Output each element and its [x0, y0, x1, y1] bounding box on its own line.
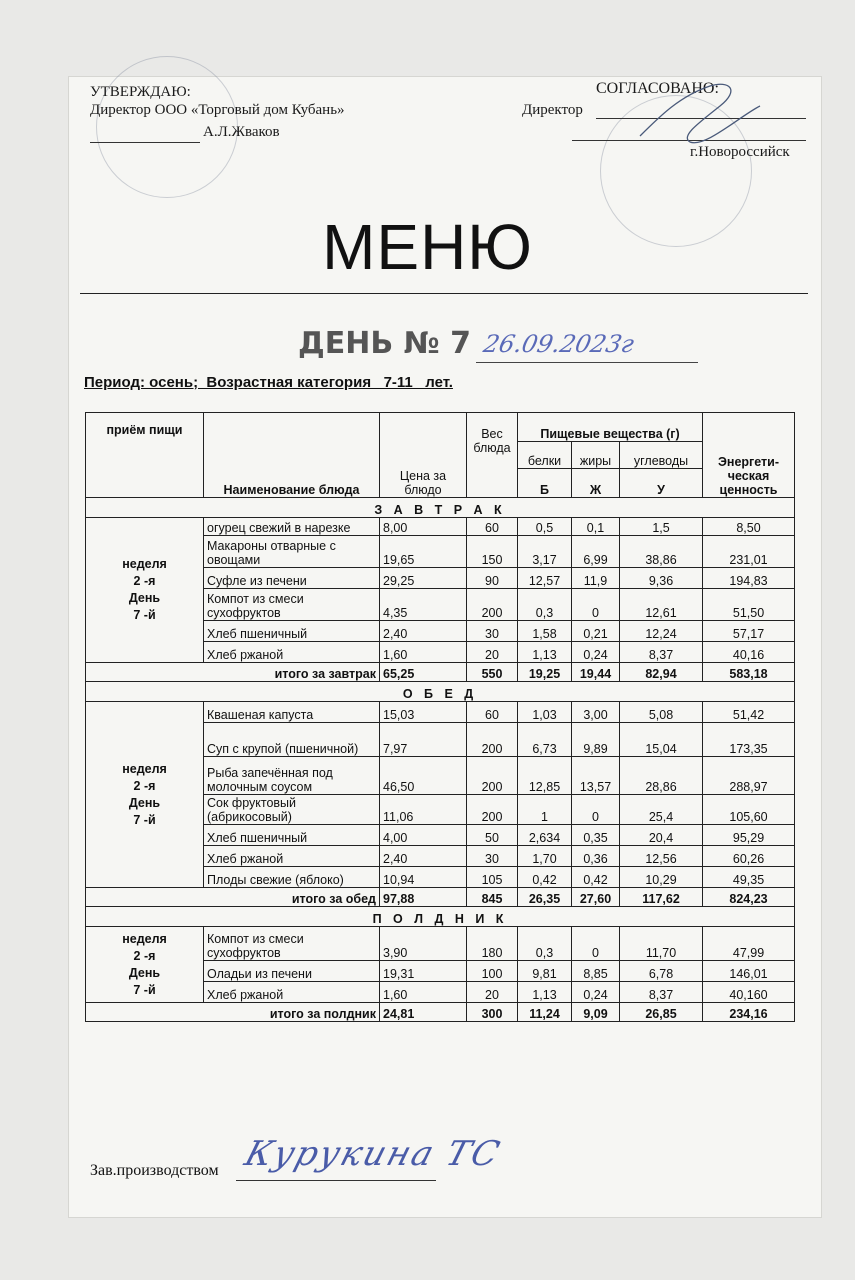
- price-cell: 7,97: [380, 723, 467, 757]
- weight-cell: 200: [467, 795, 518, 825]
- energy-cell: 173,35: [703, 723, 795, 757]
- total-energy: 234,16: [703, 1003, 795, 1022]
- meal-group-day: День: [128, 591, 161, 605]
- fat-cell: 11,9: [572, 568, 620, 589]
- protein-cell: 1,70: [518, 846, 572, 867]
- energy-cell: 51,42: [703, 702, 795, 723]
- weight-cell: 60: [467, 702, 518, 723]
- agreed-heading: СОГЛАСОВАНО:: [596, 80, 719, 97]
- total-protein: 26,35: [518, 888, 572, 907]
- fat-cell: 0,24: [572, 642, 620, 663]
- fat-cell: 6,99: [572, 536, 620, 568]
- energy-cell: 40,160: [703, 982, 795, 1003]
- weight-cell: 200: [467, 757, 518, 795]
- carbs-cell: 9,36: [620, 568, 703, 589]
- col-header-weight: Вес блюда: [467, 413, 518, 498]
- col-header-energy: Энергети-ческая ценность: [703, 413, 795, 498]
- page-title: МЕНЮ: [322, 211, 533, 283]
- table-header-row: [86, 413, 795, 442]
- price-cell: 15,03: [380, 702, 467, 723]
- meal-group-week-num: 2 -я: [133, 948, 156, 963]
- weight-cell: 100: [467, 961, 518, 982]
- dish-cell: огурец свежий в нарезке: [204, 518, 380, 536]
- footer-label: Зав.производством: [90, 1162, 219, 1179]
- carbs-cell: 11,70: [620, 927, 703, 961]
- approved-signature-line: [90, 142, 200, 143]
- total-fat: 27,60: [572, 888, 620, 907]
- handwritten-date: 26.09.2023г: [481, 330, 637, 358]
- meal-group-cell: [86, 518, 204, 663]
- carbs-cell: 12,24: [620, 621, 703, 642]
- protein-cell: 2,634: [518, 825, 572, 846]
- section-total-row: [86, 1003, 795, 1022]
- meal-group-week-num: 2 -я: [133, 778, 156, 793]
- total-weight: 300: [467, 1003, 518, 1022]
- price-cell: 46,50: [380, 757, 467, 795]
- energy-cell: 95,29: [703, 825, 795, 846]
- price-cell: 19,31: [380, 961, 467, 982]
- dish-cell: Хлеб пшеничный: [204, 621, 380, 642]
- total-carbs: 117,62: [620, 888, 703, 907]
- energy-cell: 288,97: [703, 757, 795, 795]
- carbs-cell: 38,86: [620, 536, 703, 568]
- weight-cell: 60: [467, 518, 518, 536]
- dish-cell: Суфле из печени: [204, 568, 380, 589]
- carbs-cell: 8,37: [620, 642, 703, 663]
- protein-cell: 12,57: [518, 568, 572, 589]
- carbs-cell: 12,61: [620, 589, 703, 621]
- price-cell: 1,60: [380, 982, 467, 1003]
- dish-cell: Макароны отварные с овощами: [204, 536, 380, 568]
- total-label: итого за завтрак: [86, 663, 380, 682]
- day-label: ДЕНЬ № 7: [298, 326, 472, 361]
- fat-cell: 13,57: [572, 757, 620, 795]
- total-label: итого за обед: [86, 888, 380, 907]
- protein-cell: 1,13: [518, 642, 572, 663]
- total-weight: 550: [467, 663, 518, 682]
- price-cell: 8,00: [380, 518, 467, 536]
- protein-cell: 0,3: [518, 927, 572, 961]
- energy-cell: 51,50: [703, 589, 795, 621]
- dish-cell: Рыба запечённая под молочным соусом: [204, 757, 380, 795]
- dish-cell: Хлеб пшеничный: [204, 825, 380, 846]
- energy-cell: 146,01: [703, 961, 795, 982]
- fat-cell: 3,00: [572, 702, 620, 723]
- price-cell: 29,25: [380, 568, 467, 589]
- table-row: [86, 702, 795, 723]
- menu-table: [85, 412, 795, 1022]
- price-cell: 11,06: [380, 795, 467, 825]
- total-carbs: 82,94: [620, 663, 703, 682]
- protein-cell: 12,85: [518, 757, 572, 795]
- weight-cell: 200: [467, 723, 518, 757]
- fat-cell: 0: [572, 589, 620, 621]
- section-title: О Б Е Д: [86, 682, 795, 702]
- section-title: П О Л Д Н И К: [86, 907, 795, 927]
- col-header-carbs: углеводы: [620, 442, 703, 469]
- approved-heading: УТВЕРЖДАЮ:: [90, 84, 191, 100]
- carbs-cell: 12,56: [620, 846, 703, 867]
- weight-cell: 200: [467, 589, 518, 621]
- title-rule: [80, 293, 808, 294]
- table-row: [86, 518, 795, 536]
- price-cell: 10,94: [380, 867, 467, 888]
- weight-cell: 105: [467, 867, 518, 888]
- protein-cell: 0,3: [518, 589, 572, 621]
- fat-cell: 0,35: [572, 825, 620, 846]
- section-header-row: [86, 907, 795, 927]
- meal-group-day: День: [128, 795, 161, 810]
- col-header-dish: Наименование блюда: [204, 413, 380, 498]
- dish-cell: Оладьи из печени: [204, 961, 380, 982]
- weight-cell: 90: [467, 568, 518, 589]
- date-underline: [476, 362, 698, 363]
- protein-cell: 1,13: [518, 982, 572, 1003]
- total-weight: 845: [467, 888, 518, 907]
- section-total-row: [86, 888, 795, 907]
- energy-cell: 8,50: [703, 518, 795, 536]
- dish-cell: Плоды свежие (яблоко): [204, 867, 380, 888]
- total-energy: 824,23: [703, 888, 795, 907]
- fat-cell: 0: [572, 927, 620, 961]
- carbs-cell: 5,08: [620, 702, 703, 723]
- fat-cell: 0,42: [572, 867, 620, 888]
- energy-cell: 57,17: [703, 621, 795, 642]
- fat-cell: 0,24: [572, 982, 620, 1003]
- protein-cell: 1,58: [518, 621, 572, 642]
- protein-cell: 1,03: [518, 702, 572, 723]
- total-fat: 9,09: [572, 1003, 620, 1022]
- price-cell: 3,90: [380, 927, 467, 961]
- col-header-carbs-abbr: У: [620, 468, 703, 497]
- col-header-nutrients: Пищевые вещества (г): [518, 413, 703, 442]
- dish-cell: Сок фруктовый (абрикосовый): [204, 795, 380, 825]
- col-header-protein: белки: [518, 442, 572, 469]
- energy-cell: 231,01: [703, 536, 795, 568]
- col-header-fat: жиры: [572, 442, 620, 469]
- total-label: итого за полдник: [86, 1003, 380, 1022]
- footer-signature: Курукина ТС: [240, 1134, 506, 1174]
- meal-group-day: День: [128, 965, 161, 980]
- approved-name: А.Л.Жваков: [203, 124, 280, 140]
- total-price: 65,25: [380, 663, 467, 682]
- carbs-cell: 10,29: [620, 867, 703, 888]
- approved-position: Директор ООО «Торговый дом Кубань»: [90, 102, 345, 118]
- weight-cell: 50: [467, 825, 518, 846]
- dish-cell: Компот из смеси сухофруктов: [204, 589, 380, 621]
- price-cell: 4,35: [380, 589, 467, 621]
- table-row: [86, 927, 795, 961]
- total-price: 97,88: [380, 888, 467, 907]
- weight-cell: 30: [467, 846, 518, 867]
- section-total-row: [86, 663, 795, 682]
- dish-cell: Хлеб ржаной: [204, 642, 380, 663]
- price-cell: 4,00: [380, 825, 467, 846]
- protein-cell: 0,5: [518, 518, 572, 536]
- energy-cell: 47,99: [703, 927, 795, 961]
- total-energy: 583,18: [703, 663, 795, 682]
- col-header-price: Цена за блюдо: [380, 413, 467, 498]
- price-cell: 1,60: [380, 642, 467, 663]
- carbs-cell: 1,5: [620, 518, 703, 536]
- agreed-city: г.Новороссийск: [690, 144, 790, 160]
- total-fat: 19,44: [572, 663, 620, 682]
- meal-group-cell: [86, 702, 204, 888]
- meal-group-week: неделя: [122, 557, 167, 571]
- fat-cell: 0: [572, 795, 620, 825]
- section-title: З А В Т Р А К: [86, 498, 795, 518]
- meal-group-week-num: 2 -я: [133, 574, 156, 588]
- fat-cell: 9,89: [572, 723, 620, 757]
- carbs-cell: 15,04: [620, 723, 703, 757]
- agreed-position: Директор: [522, 102, 583, 118]
- dish-cell: Суп с крупой (пшеничной): [204, 723, 380, 757]
- agreed-signature-scribble: [620, 76, 780, 156]
- footer-signature-line: [236, 1180, 436, 1181]
- meal-group-day-num: 7 -й: [133, 608, 156, 622]
- meal-group-week: неделя: [122, 931, 167, 946]
- weight-cell: 20: [467, 982, 518, 1003]
- fat-cell: 0,1: [572, 518, 620, 536]
- total-protein: 11,24: [518, 1003, 572, 1022]
- total-price: 24,81: [380, 1003, 467, 1022]
- energy-cell: 40,16: [703, 642, 795, 663]
- protein-cell: 3,17: [518, 536, 572, 568]
- energy-cell: 49,35: [703, 867, 795, 888]
- carbs-cell: 25,4: [620, 795, 703, 825]
- fat-cell: 8,85: [572, 961, 620, 982]
- meal-group-day-num: 7 -й: [133, 982, 156, 997]
- carbs-cell: 28,86: [620, 757, 703, 795]
- dish-cell: Компот из смеси сухофруктов: [204, 927, 380, 961]
- dish-cell: Хлеб ржаной: [204, 982, 380, 1003]
- protein-cell: 1: [518, 795, 572, 825]
- total-carbs: 26,85: [620, 1003, 703, 1022]
- meal-group-cell: [86, 927, 204, 1003]
- energy-cell: 194,83: [703, 568, 795, 589]
- fat-cell: 0,36: [572, 846, 620, 867]
- period-line: Период: осень; Возрастная категория 7-11 лет.: [84, 374, 453, 391]
- price-cell: 2,40: [380, 846, 467, 867]
- protein-cell: 9,81: [518, 961, 572, 982]
- col-header-meal: приём пищи: [86, 413, 204, 498]
- col-header-protein-abbr: Б: [518, 468, 572, 497]
- section-header-row: [86, 682, 795, 702]
- meal-group-week: неделя: [122, 761, 167, 776]
- weight-cell: 150: [467, 536, 518, 568]
- protein-cell: 0,42: [518, 867, 572, 888]
- carbs-cell: 8,37: [620, 982, 703, 1003]
- meal-group-day-num: 7 -й: [133, 812, 156, 827]
- energy-cell: 105,60: [703, 795, 795, 825]
- dish-cell: Квашеная капуста: [204, 702, 380, 723]
- price-cell: 2,40: [380, 621, 467, 642]
- price-cell: 19,65: [380, 536, 467, 568]
- weight-cell: 180: [467, 927, 518, 961]
- total-protein: 19,25: [518, 663, 572, 682]
- carbs-cell: 6,78: [620, 961, 703, 982]
- energy-cell: 60,26: [703, 846, 795, 867]
- section-header-row: [86, 498, 795, 518]
- carbs-cell: 20,4: [620, 825, 703, 846]
- weight-cell: 20: [467, 642, 518, 663]
- weight-cell: 30: [467, 621, 518, 642]
- protein-cell: 6,73: [518, 723, 572, 757]
- dish-cell: Хлеб ржаной: [204, 846, 380, 867]
- col-header-fat-abbr: Ж: [572, 468, 620, 497]
- fat-cell: 0,21: [572, 621, 620, 642]
